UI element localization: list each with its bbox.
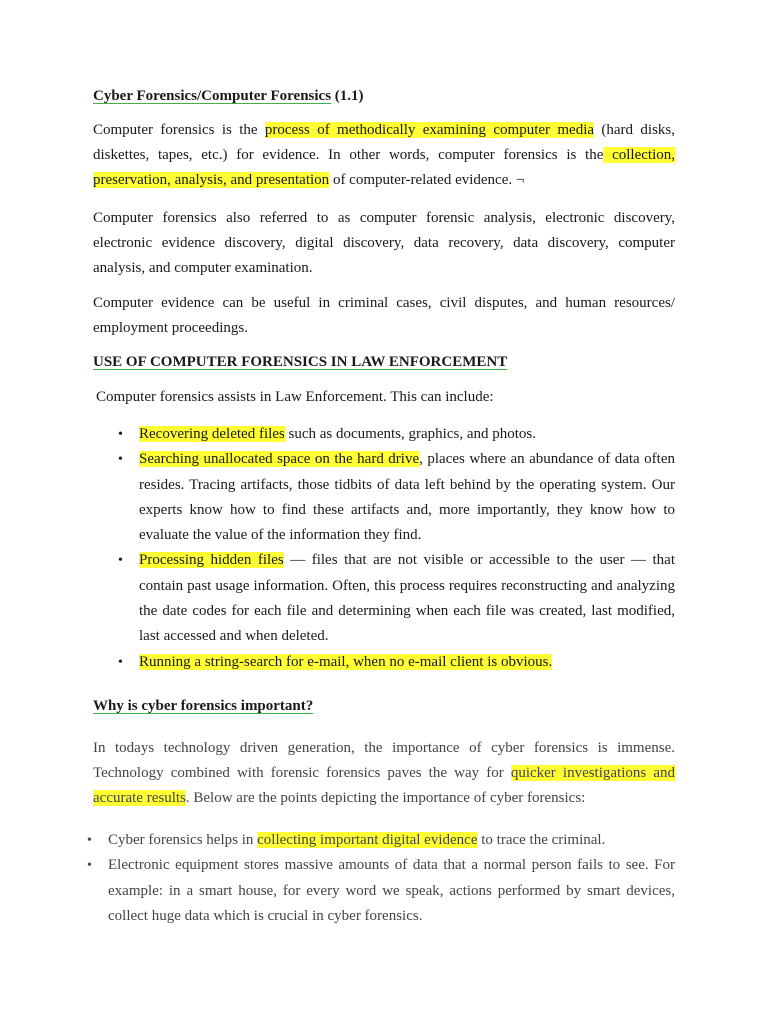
highlight-process: process of methodically examining computer media <box>264 122 595 138</box>
title-number: (1.1) <box>334 88 364 104</box>
list-item: • Processing hidden files — files that are not visible or accessible to the user — that contain past usage information. Often, this process requires reconstructing and analyzing the date codes for each file and determining when each file was created, last modified, last accessed and when deleted. <box>139 548 675 649</box>
list-item: • Recovering deleted files such as documents, graphics, and photos. <box>139 422 675 447</box>
bullet-icon: • <box>118 452 123 468</box>
law-list <box>118 422 675 675</box>
paragraph-also-referred: Computer forensics also referred to as computer forensic analysis, electronic discovery, electronic evidence discovery, digital discovery, data recovery, data discovery, computer analysis, and computer examination. <box>93 210 675 276</box>
highlight-collection: collection, preservation, analysis, and presentation <box>93 147 675 188</box>
why-list <box>87 828 675 929</box>
list-item: • Cyber forensics helps in collecting important digital evidence to trace the criminal. <box>108 828 675 853</box>
title-main: Cyber Forensics/Computer Forensics <box>93 88 332 104</box>
bullet-icon: • <box>87 858 92 874</box>
law-intro: Computer forensics assists in Law Enforcement. This can include: <box>96 389 494 405</box>
bullet-icon: • <box>118 654 123 670</box>
heading-law-enforcement: USE OF COMPUTER FORENSICS IN LAW ENFORCEMENT <box>93 354 508 370</box>
paragraph-evidence-use: Computer evidence can be useful in criminal cases, civil disputes, and human resources/ employment proceedings. <box>93 295 675 336</box>
bullet-icon: • <box>87 833 92 848</box>
paragraph-why: In todays technology driven generation, the importance of cyber forensics is immense. Technology combined with forensic forensics paves the way for quicker investigations and accurate results. Below are the points depicting the importance of cyber forensics: <box>93 740 675 806</box>
list-item: • Electronic equipment stores massive amounts of data that a normal person fails to see. For example: in a smart house, for every word we speak, actions performed by smart devices, collect huge data which is crucial in cyber forensics. <box>108 853 675 929</box>
highlight-quicker: quicker investigations and accurate results <box>93 765 675 806</box>
bullet-icon: • <box>118 553 123 569</box>
heading-why-important: Why is cyber forensics important? <box>93 698 314 714</box>
paragraph-definition: Computer forensics is the process of methodically examining computer media (hard disks, diskettes, tapes, etc.) for evidence. In other words, computer forensics is the collection, preservation, analysis, and presentation of computer-related evidence. ¬ <box>93 122 675 188</box>
bullet-icon: • <box>118 427 123 442</box>
list-item: • Running a string-search for e-mail, when no e-mail client is obvious. <box>139 650 675 675</box>
list-item: • Searching unallocated space on the hard drive, places where an abundance of data often resides. Tracing artifacts, those tidbits of data left behind by the operating system. Our experts know how to find these artifacts and, more importantly, they know how to evaluate the value of the information they find. <box>139 447 675 548</box>
page-title <box>93 84 693 109</box>
